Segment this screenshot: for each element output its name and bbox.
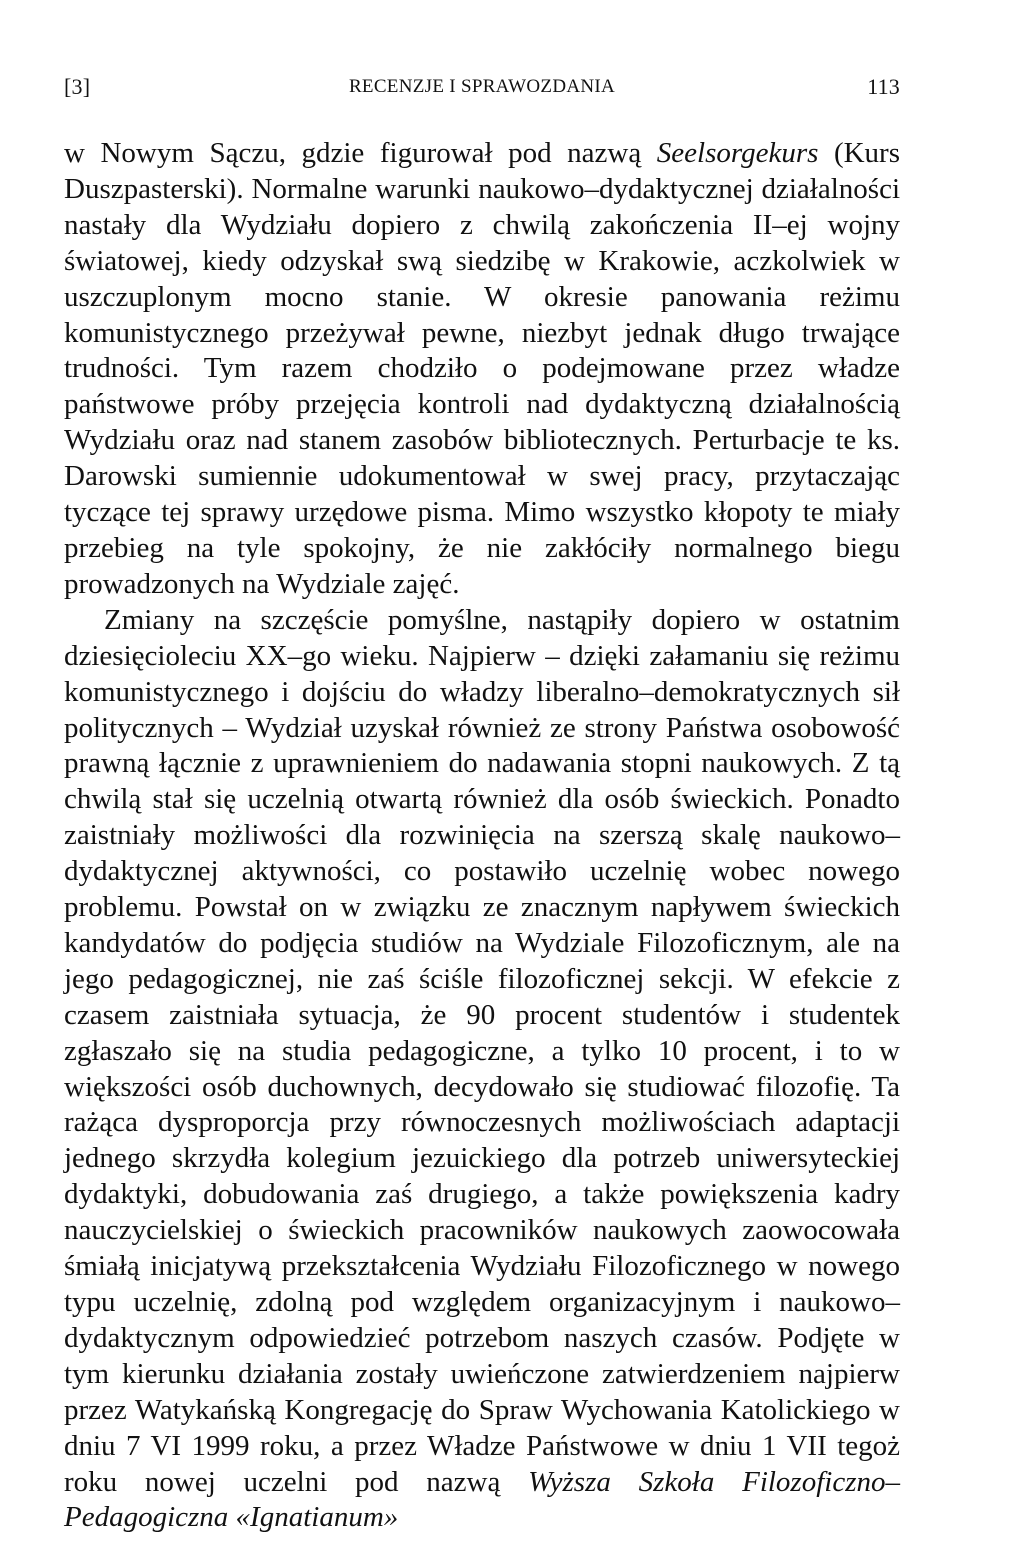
paragraph-1-text-a: w Nowym Sączu, gdzie figurował pod nazwą — [64, 137, 657, 169]
paragraph-2-text-a: Zmiany na szczęście pomyślne, nastąpiły dopiero w ostatnim dziesięcioleciu XX–go wieku. Najpierw – dzięki załamaniu się reżimu komunistycznego i dojściu do władzy liberalno–demokratycznych sił politycznych – Wydział uzyskał również ze strony Państwa osobowość prawną łącznie z uprawnieniem do nadawania stopni naukowych. Z tą chwilą stał się uczelnią otwartą również dla osób świeckich. Ponadto zaistniały możliwości dla rozwinięcia na szerszą skalę naukowo–dydaktycznej aktywności, co postawiło uczelnię wobec nowego problemu. Powstał on w związku ze znacznym napływem świeckich kandydatów do podjęcia studiów na Wydziale Filozoficznym, ale na jego pedagogicznej, nie zaś ściśle filozoficznej sekcji. W efekcie z czasem zaistniała sytuacja, że 90 procent studentów i studentek zgłaszało się na studia pedagogiczne, a tylko 10 procent, i to w większości osób duchownych, decydowało się studiować filozofię. Ta rażąca dysproporcja przy równoczesnych możliwościach adaptacji jednego skrzydła kolegium jezuickiego dla potrzeb uniwersyteckiej dydaktyki, dobudowania zaś drugiego, a także powiększenia kadry nauczycielskiej o świeckich pracowników naukowych zaowocowała śmiałą inicjatywą przekształcenia Wydziału Filozoficznego w nowego typu uczelnię, zdolną pod względem organizacyjnym i naukowo–dydaktycznym odpowiedzieć potrzebom naszych czasów. Podjęte w tym kierunku działania zostały uwieńczone zatwierdzeniem najpierw przez Watykańską Kongregację do Spraw Wychowania Katolickiego w dniu 7 VI 1999 roku, a przez Władze Państwowe w dniu 1 VII tegoż roku nowej uczelni pod nazwą — [64, 603, 900, 1498]
paragraph-1-text-b: (Kurs Duszpasterski). Normalne warunki naukowo–dydaktycznej działalności nastały dla Wydziału dopiero z chwilą zakończenia II–ej wojny światowej, kiedy odzyskał swą siedzibę w Krakowie, aczkolwiek w uszczuplonym mocno stanie. W okresie panowania reżimu komunistycznego przeżywał pewne, niezbyt jednak długo trwające trudności. Tym razem chodziło o podejmowane przez władze państwowe próby przejęcia kontroli nad dydaktyczną działalnością Wydziału oraz nad stanem zasobów bibliotecznych. Perturbacje te ks. Darowski sumiennie udokumentował w swej pracy, przytaczając tyczące tej sprawy urzędowe pisma. Mimo wszystko kłopoty te miały przebieg na tyle spokojny, że nie zakłóciły normalnego biegu prowadzonych na Wydziale zajęć. — [64, 137, 900, 600]
paragraph-1 — [64, 136, 900, 603]
paragraph-1-italic-term: Seelsorgekurs — [656, 137, 819, 169]
page-number: 113 — [867, 74, 900, 99]
running-header — [64, 60, 900, 100]
running-title: RECENZJE I SPRAWOZDANIA — [348, 76, 616, 97]
paragraph-2 — [64, 603, 900, 1537]
document-page — [64, 60, 900, 1536]
body-text — [64, 136, 900, 1536]
section-label: [3] — [64, 74, 91, 99]
paragraph-2-italic-institution-name: Wyższa Szkoła Filozoficzno–Pedagogiczna «Ignatianum» — [64, 1465, 900, 1534]
